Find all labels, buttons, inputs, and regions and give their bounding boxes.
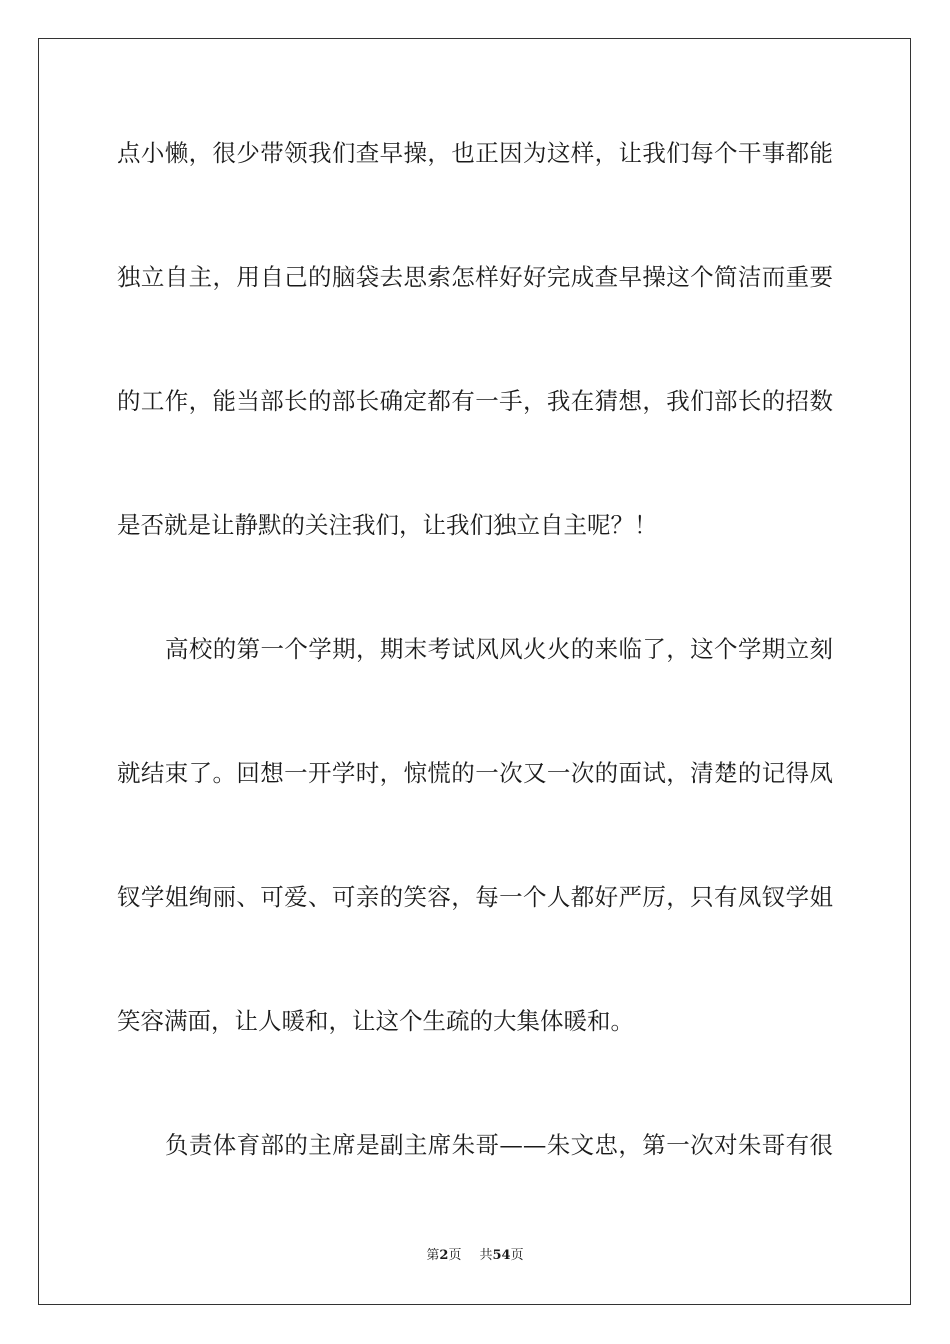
total-suffix: 页 [510, 1248, 524, 1263]
text-line-4: 是否就是让静默的关注我们，让我们独立自主呢？！ [117, 511, 658, 539]
paragraph-2-line-1: 高校的第一个学期，期末考试风风火火的来临了，这个学期立刻 [165, 635, 833, 663]
paragraph-2-line-2: 就结束了。回想一开学时，惊慌的一次又一次的面试，清楚的记得凤 [117, 759, 833, 787]
page-border [38, 38, 911, 1305]
text-line-2: 独立自主，用自己的脑袋去思索怎样好好完成查早操这个简洁而重要 [117, 263, 833, 291]
paragraph-2-line-4: 笑容满面，让人暖和，让这个生疏的大集体暖和。 [117, 1007, 634, 1035]
page-prefix: 第 [426, 1248, 440, 1263]
total-prefix: 共 [479, 1248, 493, 1263]
page-suffix: 页 [448, 1248, 462, 1263]
total-pages: 54 [492, 1248, 511, 1263]
text-line-1: 点小懒，很少带领我们查早操，也正因为这样，让我们每个干事都能 [117, 139, 833, 167]
text-line-3: 的工作，能当部长的部长确定都有一手，我在猜想，我们部长的招数 [117, 387, 833, 415]
paragraph-2-line-3: 钗学姐绚丽、可爱、可亲的笑容，每一个人都好严厉，只有凤钗学姐 [117, 883, 833, 911]
page-number: 2 [439, 1248, 449, 1263]
page-footer [0, 1247, 950, 1265]
paragraph-3-line-1: 负责体育部的主席是副主席朱哥——朱文忠，第一次对朱哥有很 [165, 1131, 833, 1159]
